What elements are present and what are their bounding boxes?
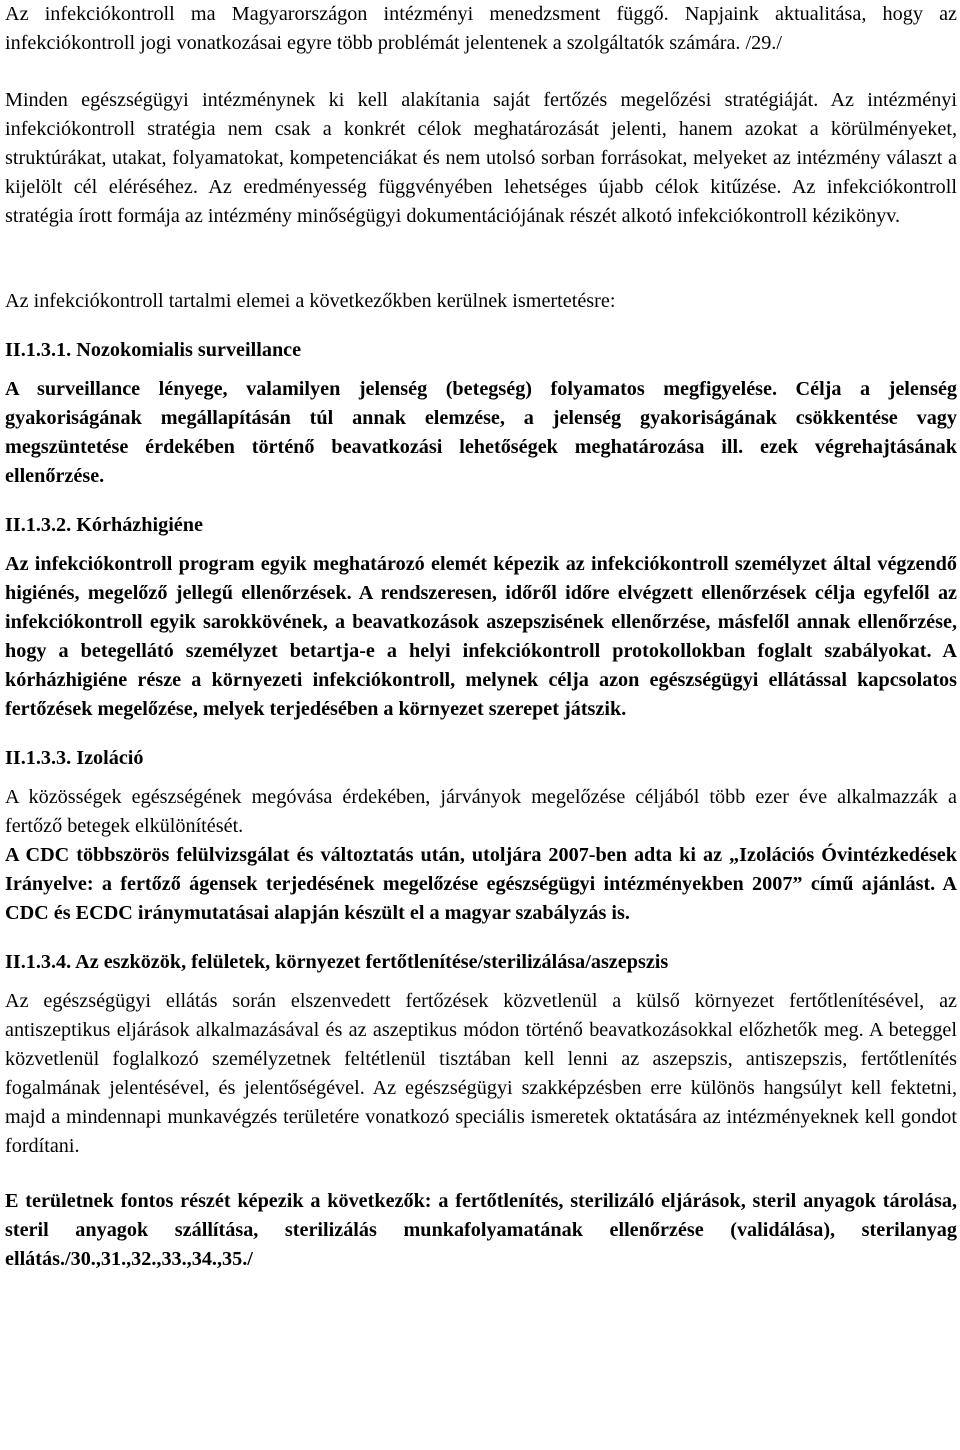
- section-number: II.1.3.4.: [5, 951, 72, 973]
- section-heading-isolation: [5, 744, 957, 773]
- section-title: Nozokomialis surveillance: [76, 339, 302, 361]
- section-number: II.1.3.3.: [5, 747, 72, 769]
- section-heading-surveillance: [5, 336, 957, 365]
- hospital-hygiene-body: Az infekciókontroll program egyik meghatározó elemét képezik az infekciókontroll személyzet által végzendő higiénés, megelőző jellegű ellenőrzések. A rendszeresen, időről időre elvégzett ellenőrzések célja egyfelől az infekciókontroll egyik sarokkövének, a beavatkozások aszepszisének ellenőrzése, másfelől annak ellenőrzése, hogy a betegellátó személyzet betartja-e a helyi infekciókontroll protokollokban foglalt szabályokat. A kórházhigiéne része a környezeti infekciókontroll, melynek célja azon egészségügyi ellátással kapcsolatos fertőzések megelőzése, melyek terjedésében a környezet szerepet játszik.: [5, 553, 957, 720]
- section-title: Kórházhigiéne: [76, 514, 203, 536]
- isolation-cdc-body: A CDC többszörös felülvizsgálat és változtatás után, utoljára 2007-ben adta ki az „Izolációs Óvintézkedések Irányelve: a fertőző ágensek terjedésének megelőzése egészségügyi intézményekben 2007” című ajánlást. A CDC és ECDC iránymutatásai alapján készült el a magyar szabályzás is.: [5, 844, 957, 924]
- surveillance-body: A surveillance lényege, valamilyen jelenség (betegség) folyamatos megfigyelése. Célja a jelenség gyakoriságának megállapításán túl annak elemzése, a jelenség gyakoriságának csökkentése vagy megszüntetése érdekében történő beavatkozási lehetőségek meghatározása ill. ezek végrehajtásának ellenőrzése.: [5, 378, 957, 487]
- disinfection-summary: E területnek fontos részét képezik a következők: a fertőtlenítés, sterilizáló eljárások, steril anyagok tárolása, steril anyagok szállítása, sterilizálás munkafolyamatának ellenőrzése (validálása), sterilanyag ellátás./30.,31.,32.,33.,34.,35./: [5, 1190, 957, 1270]
- section-number: II.1.3.2.: [5, 514, 72, 536]
- section-heading-disinfection: [5, 948, 957, 977]
- document-page: [5, 0, 957, 1274]
- strategy-paragraph: Minden egészségügyi intézménynek ki kell alakítania saját fertőzés megelőzési stratégiáját. Az intézményi infekciókontroll stratégia nem csak a konkrét célok meghatározását jelenti, hanem azokat a körülményeket, struktúrákat, utakat, folyamatokat, kompetenciákat és nem utolsó sorban forrásokat, melyeket az intézmény választ a kijelölt cél eléréséhez. Az eredményesség függvényében lehetséges újabb célok kitűzése. Az infekciókontroll stratégia írott formája az intézmény minőségügyi dokumentációjának részét alkotó infekciókontroll kézikönyv.: [5, 89, 957, 227]
- isolation-body: A közösségek egészségének megóvása érdekében, járványok megelőzése céljából több ezer éve alkalmazzák a fertőző betegek elkülönítését.: [5, 786, 957, 837]
- intro-paragraph: Az infekciókontroll ma Magyarországon intézményi menedzsment függő. Napjaink aktualitása, hogy az infekciókontroll jogi vonatkozásai egyre több problémát jelentenek a szolgáltatók számára. /29./: [5, 3, 957, 54]
- section-heading-hospital-hygiene: [5, 511, 957, 540]
- contents-intro-paragraph: Az infekciókontroll tartalmi elemei a következőkben kerülnek ismertetésre:: [5, 290, 616, 312]
- section-title: Az eszközök, felületek, környezet fertőtlenítése/sterilizálása/aszepszis: [75, 951, 669, 973]
- section-title: Izoláció: [76, 747, 144, 769]
- section-number: II.1.3.1.: [5, 339, 72, 361]
- disinfection-body: Az egészségügyi ellátás során elszenvedett fertőzések közvetlenül a külső környezet fertőtlenítésével, az antiszeptikus eljárások alkalmazásával és az aszeptikus módon történő beavatkozásokkal előzhetők meg. A beteggel közvetlenül foglalkozó személyzetnek feltétlenül tisztában kell lenni az aszepszis, antiszepszis, fertőtlenítés fogalmának jelentésével, és jelentőségével. Az egészségügyi szakképzésben erre különös hangsúlyt kell fektetni, majd a mindennapi munkavégzés területére vonatkozó speciális ismeretek oktatására az intézményeknek kell gondot fordítani.: [5, 990, 957, 1157]
